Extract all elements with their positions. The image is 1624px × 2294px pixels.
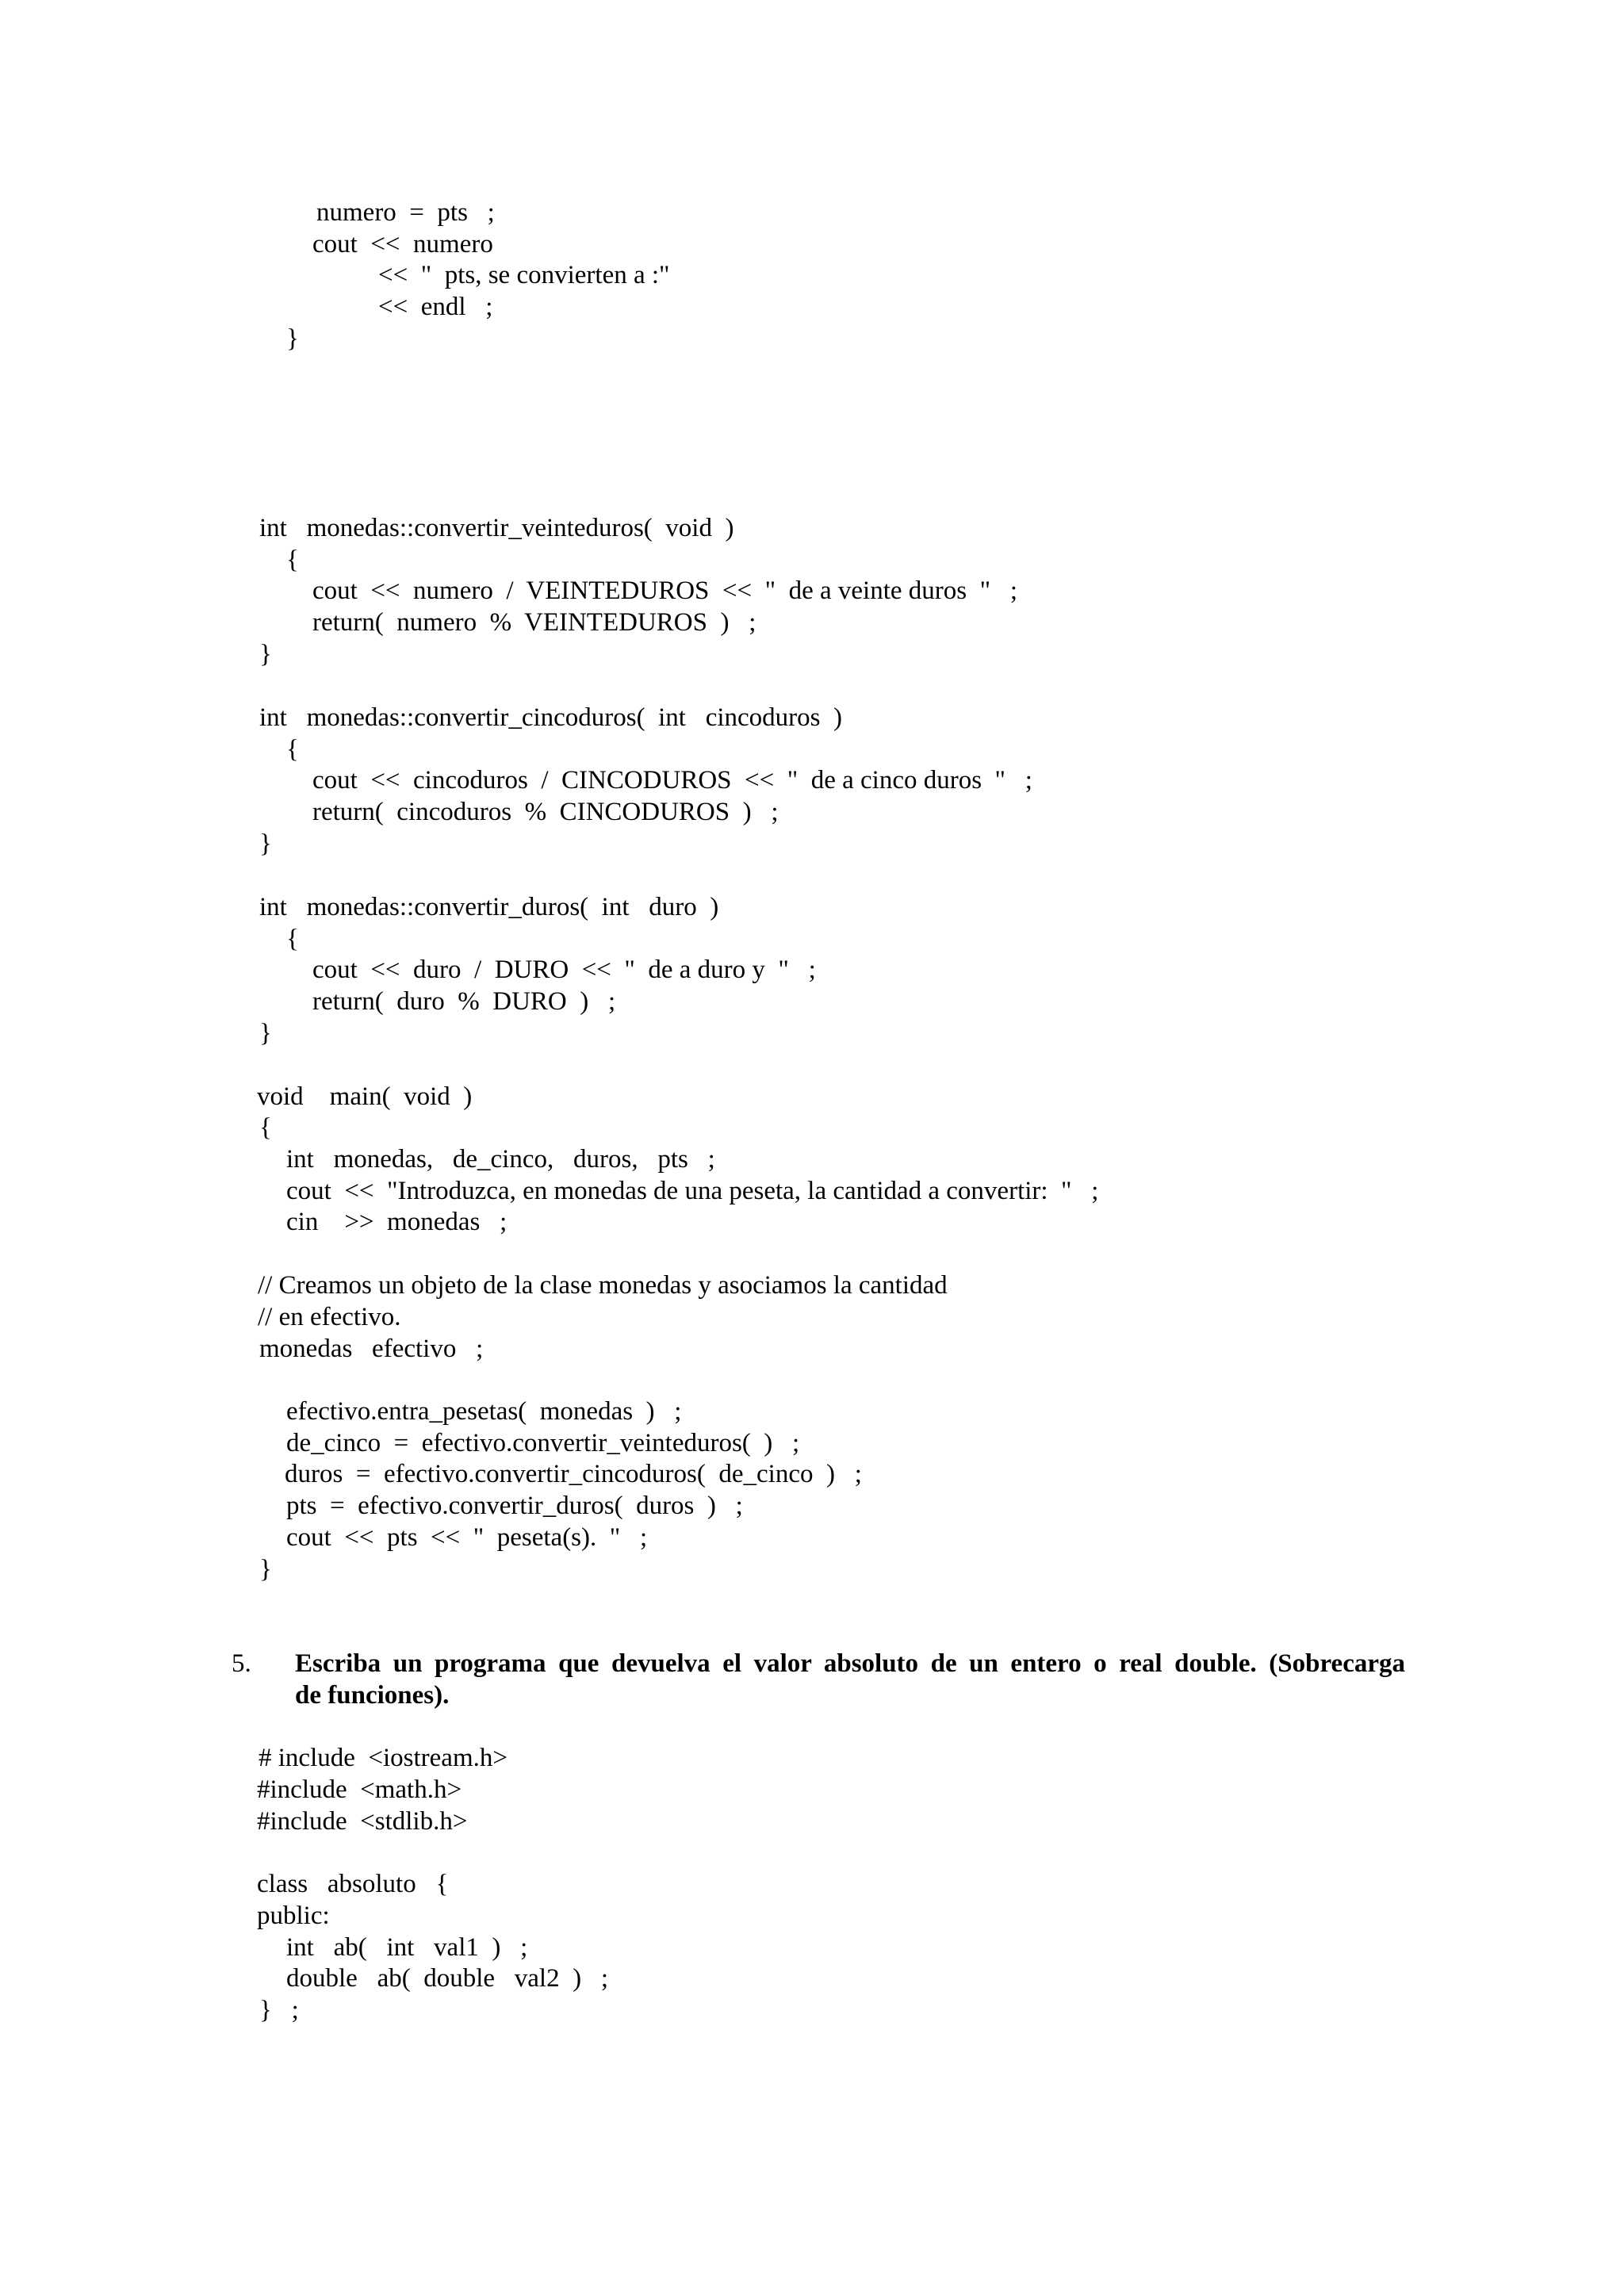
code-line: cout << numero (312, 230, 493, 259)
code-line: int monedas::convertir_duros( int duro ) (259, 893, 719, 921)
code-line: cout << duro / DURO << " de a duro y " ; (312, 956, 816, 984)
code-line: return( cincoduros % CINCODUROS ) ; (312, 798, 779, 826)
code-line: { (286, 925, 299, 953)
exercise-number: 5. (232, 1649, 251, 1678)
code-line: } (259, 1555, 272, 1584)
code-line: cin >> monedas ; (286, 1208, 508, 1236)
code-line: cout << cincoduros / CINCODUROS << " de a cinco duros " ; (312, 766, 1032, 795)
code-line: numero = pts ; (316, 198, 495, 227)
code-line: { (259, 1113, 272, 1142)
code-line: int monedas::convertir_veinteduros( void ) (259, 514, 734, 542)
exercise-statement-continued: de funciones). (295, 1681, 450, 1710)
code-line: int ab( int val1 ) ; (286, 1933, 528, 1962)
code-comment: // Creamos un objeto de la clase monedas y asociamos la cantidad (258, 1271, 948, 1300)
code-line: return( numero % VEINTEDUROS ) ; (312, 608, 756, 637)
code-line: } (259, 829, 272, 858)
code-line: } (286, 324, 299, 353)
code-line: public: (257, 1901, 330, 1930)
code-line: { (286, 735, 299, 764)
code-line: efectivo.entra_pesetas( monedas ) ; (286, 1397, 682, 1426)
code-line: duros = efectivo.convertir_cincoduros( de_cinco ) ; (285, 1460, 862, 1488)
code-include: #include <stdlib.h> (257, 1807, 468, 1836)
code-line: return( duro % DURO ) ; (312, 987, 616, 1016)
code-line: { (286, 546, 299, 574)
code-line: class absoluto { (257, 1870, 449, 1898)
exercise-statement: Escriba un programa que devuelva el valor absoluto de un entero o real double. (Sobrecarga (295, 1649, 1405, 1678)
code-line: int monedas::convertir_cincoduros( int cincoduros ) (259, 703, 842, 732)
code-include: #include <math.h> (257, 1775, 462, 1804)
code-line: << " pts, se convierten a :" (378, 261, 670, 289)
code-line: pts = efectivo.convertir_duros( duros ) ; (286, 1492, 743, 1520)
code-line: } (259, 1019, 272, 1047)
code-comment: // en efectivo. (258, 1303, 401, 1331)
code-line: cout << numero / VEINTEDUROS << " de a veinte duros " ; (312, 576, 1017, 605)
code-line: } (259, 640, 272, 668)
code-line: void main( void ) (257, 1082, 473, 1111)
code-line: monedas efectivo ; (259, 1335, 484, 1363)
code-include: # include <iostream.h> (259, 1744, 508, 1772)
code-line: double ab( double val2 ) ; (286, 1964, 608, 1993)
code-line: << endl ; (378, 293, 493, 321)
code-line: cout << "Introduzca, en monedas de una peseta, la cantidad a convertir: " ; (286, 1177, 1099, 1205)
code-line: cout << pts << " peseta(s). " ; (286, 1523, 648, 1552)
code-line: de_cinco = efectivo.convertir_veinteduros( ) ; (286, 1429, 800, 1457)
code-line: int monedas, de_cinco, duros, pts ; (286, 1145, 715, 1174)
code-line: } ; (259, 1996, 299, 2024)
